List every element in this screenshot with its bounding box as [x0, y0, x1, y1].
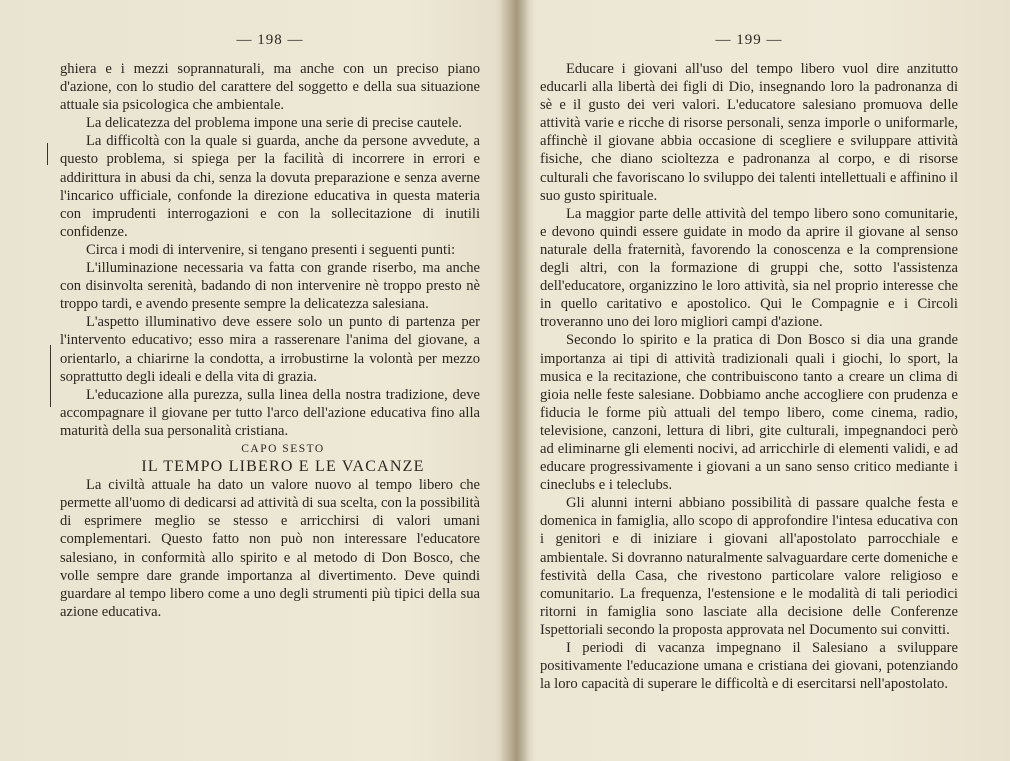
paragraph: L'aspetto illuminativo deve essere solo un punto di partenza per l'intervento educativo; esso mira a rasserenare l'anima del giovane, a orientarlo, a chiarirne la condotta, a irrobustirne la volontà per mezzo soprattutto degli ideali e della vita di grazia.	[60, 314, 480, 385]
paragraph: La delicatezza del problema impone una serie di precise cautele.	[86, 115, 463, 132]
paragraph: La maggior parte delle attività del tempo libero sono comunitarie, e devono quindi essere guidate in modo da aprire il giovane al senso naturale della fraternità, favorendo la conoscenza e la comprensione degli altri, con la formazione di gruppi che, sotto l'assistenza dell'educatore, organizzino le loro attività, sia nel proprio interesse che in quello caritativo e apostolico. Qui le Compagnie e i Circoli troveranno uno dei loro migliori campi d'azione.	[540, 205, 958, 331]
paragraph: La difficoltà con la quale si guarda, anche da persone avvedute, a questo problema, si spiega per la facilità di incorrere in errori e addirittura in abusi da chi, senza la dovuta preparazione e senza averne l'incarico ufficiale, confonde la direzione educativa in questa materia con imprudenti interrogazioni e con la sollecitazione di inutili confidenze.	[60, 133, 480, 240]
page-number-left: — 198 —	[236, 32, 304, 48]
page-number-right: — 199 —	[715, 32, 783, 48]
right-page-text	[540, 60, 958, 693]
left-page	[60, 0, 480, 761]
margin-pencil-mark	[50, 345, 51, 407]
chapter-label: CAPO SESTO	[241, 442, 325, 455]
book-gutter	[500, 0, 530, 761]
paragraph: L'illuminazione necessaria va fatta con grande riserbo, ma anche con disinvolta serenità, badando di non intervenire nè troppo presto nè troppo tardi, e avendo presente sempre la delicatezza salesiana.	[60, 260, 480, 313]
paragraph: L'educazione alla purezza, sulla linea della nostra tradizione, deve accompagnare il giovane per tutto l'arco dell'azione educativa fino alla maturità della sua personalità cristiana.	[60, 386, 480, 439]
paragraph: La civiltà attuale ha dato un valore nuovo al tempo libero che permette all'uomo di dedicarsi ad attività di sua scelta, con la possibilità di esprimere meglio se stesso e arricchirsi di valori umani complementari. Questo fatto non può non interessare l'educatore salesiano, in conformità allo spirito e al metodo di Don Bosco, che volle sempre dare grande importanza al divertimento. Deve quindi guardare al tempo libero come a uno degli strumenti più tipici della sua azione educativa.	[60, 477, 480, 620]
paragraph: Circa i modi di intervenire, si tengano presenti i seguenti punti:	[86, 241, 456, 258]
chapter-title: IL TEMPO LIBERO E LE VACANZE	[141, 458, 425, 476]
paragraph: Gli alunni interni abbiano possibilità di passare qualche festa e domenica in famiglia, allo scopo di approfondire l'intesa educativa con i genitori e di iniziare i giovani all'apostolato parrocchiale e ambientale. Si dovranno naturalmente salvaguardare certe domeniche e festività della Casa, che rivestono particolare valore religioso e comunitario. La frequenza, l'estensione e le modalità di tali periodici ritorni in famiglia sono lasciate alla decisione delle Conferenze Ispettoriali secondo la proposta approvata nel Documento sui convitti.	[540, 495, 958, 638]
paragraph: I periodi di vacanza impegnano il Salesiano a sviluppare positivamente l'educazione umana e cristiana dei giovani, potenziando la loro capacità di superare le difficoltà e di esercitarsi nell'apostolato.	[540, 640, 958, 693]
margin-pencil-mark	[47, 143, 48, 165]
right-page	[540, 0, 958, 761]
paragraph: ghiera e i mezzi soprannaturali, ma anche con un preciso piano d'azione, con lo studio del carattere del soggetto e della sua situazione attuale sia psicologica che ambientale.	[60, 61, 480, 114]
left-page-text	[60, 60, 480, 621]
paragraph: Secondo lo spirito e la pratica di Don Bosco si dia una grande importanza ai tipi di attività tradizionali quali i giochi, lo sport, la musica e la recitazione, che contribuiscono tanto a creare un clima di gioia nelle feste salesiane. Dobbiamo anche accogliere con prudenza e fiducia le forme più attuali del tempo libero, come cinema, radio, televisione, canzoni, lettura di libri, gite culturali, impegnandoci però ad eliminarne gli elementi nocivi, ad arricchirle di elementi validi, e ad educare progressivamente i giovani a un sano senso critico mediante i cineclubs e i teleclubs.	[540, 332, 958, 494]
paragraph: Educare i giovani all'uso del tempo libero vuol dire anzitutto educarli alla libertà dei figli di Dio, insegnando loro la padronanza di sè e il gusto dei veri valori. L'educatore salesiano promuova delle attività varie e ricche di risorse personali, senza imporle o uniformarle, affinchè il giovane abbia occasione di scegliere e sviluppare attività fisiche, che diano scioltezza e padronanza al corpo, e di risorse culturali che favoriscano lo sviluppo dei talenti intellettuali e affinino il suo gusto spirituale.	[540, 61, 958, 204]
